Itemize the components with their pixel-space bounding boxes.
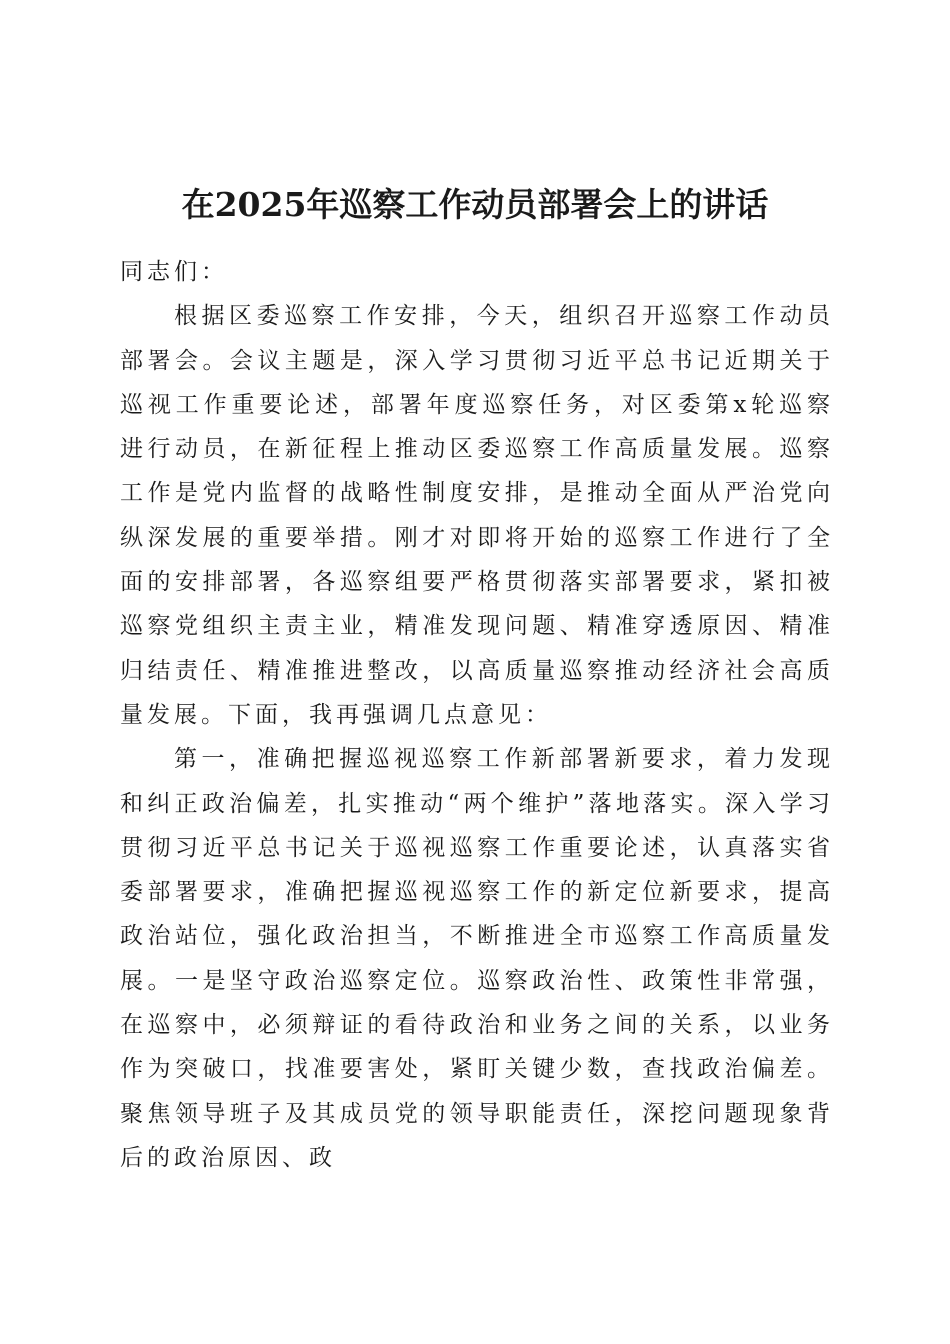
paragraph-first-point: 第一，准确把握巡视巡察工作新部署新要求，着力发现和纠正政治偏差，扎实推动“两个维护”落地落实。深入学习贯彻习近平总书记关于巡视巡察工作重要论述，认真落实省委部署要求，准确把握巡视巡察工作的新定位新要求，提高政治站位，强化政治担当，不断推进全市巡察工作高质量发展。一是坚守政治巡察定位。巡察政治性、政策性非常强，在巡察中，必须辩证的看待政治和业务之间的关系，以业务作为突破口，找准要害处，紧盯关键少数，查找政治偏差。聚焦领导班子及其成员党的领导职能责任，深挖问题现象背后的政治原因、政 [120,746,834,1171]
document-title: 在2025年巡察工作动员部署会上的讲话 [181,185,769,224]
paragraph-intro: 根据区委巡察工作安排，今天，组织召开巡察工作动员部署会。会议主题是，深入学习贯彻习近平总书记近期关于巡视工作重要论述，部署年度巡察任务，对区委第x轮巡察进行动员，在新征程上推动区委巡察工作高质量发展。巡察工作是党内监督的战略性制度安排，是推动全面从严治党向纵深发展的重要举措。刚才对即将开始的巡察工作进行了全面的安排部署，各巡察组要严格贯彻落实部署要求，紧扣被巡察党组织主责主业，精准发现问题、精准穿透原因、精准归结责任、精准推进整改，以高质量巡察推动经济社会高质量发展。下面，我再强调几点意见： [120,303,834,728]
salutation: 同志们： [120,259,228,285]
document-body [120,250,834,1180]
